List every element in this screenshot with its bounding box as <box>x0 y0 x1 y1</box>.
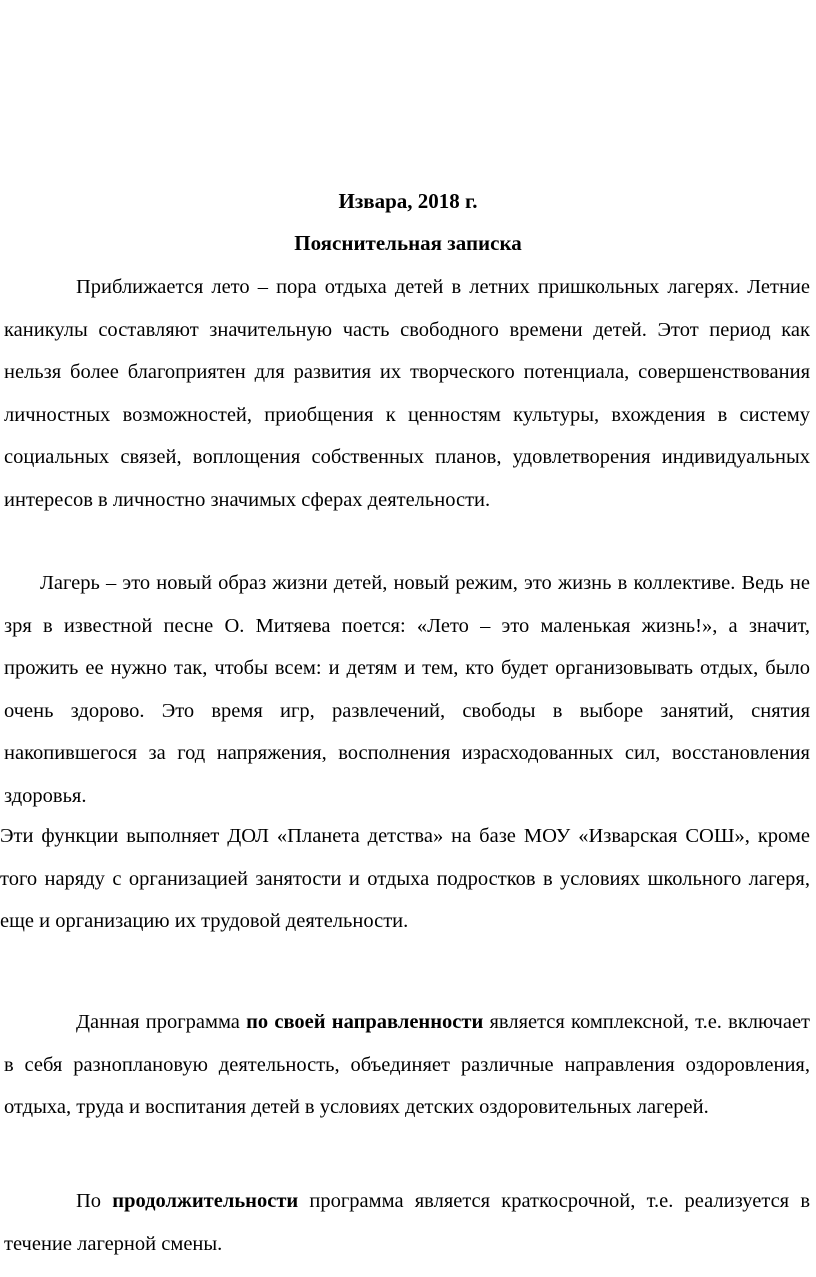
paragraph-program-direction <box>4 1001 810 1129</box>
paragraph-camp-functions: Эти функции выполняет ДОЛ «Планета детства» на базе МОУ «Изварская СОШ», кроме того наряду с организацией занятости и отдыха подростков в условиях школьного лагеря, еще и организацию их трудовой деятельности. <box>0 825 810 932</box>
direction-text-after: является комплексной, т.е. включает в себя разноплановую деятельность, объединяет различные направления оздоровления, отдыха, труда и воспитания детей в условиях детских оздоровительных лагерей. <box>4 1011 811 1118</box>
duration-text-after: программа является краткосрочной, т.е. реализуется в течение лагерной смены. <box>4 1190 810 1255</box>
duration-text-before: По <box>76 1190 113 1212</box>
paragraph-program-duration <box>4 1180 810 1265</box>
paragraph-summer-intro: Приближается лето – пора отдыха детей в летних пришкольных лагерях. Летние каникулы составляют значительную часть свободного времени детей. Этот период как нельзя более благоприятен для развития их творческого потенциала, совершенствования личностных возможностей, приобщения к ценностям культуры, вхождения в систему социальных связей, воплощения собственных планов, удовлетворения индивидуальных интересов в личностно значимых сферах деятельности. <box>4 276 810 511</box>
place-year-heading: Извара, 2018 г. <box>338 189 478 213</box>
document-title: Пояснительная записка <box>294 231 522 255</box>
direction-text-before: Данная программа <box>76 1011 247 1033</box>
paragraph-camp-life: Лагерь – это новый образ жизни детей, новый режим, это жизнь в коллективе. Ведь не зря в известной песне О. Митяева поется: «Лето – это маленькая жизнь!», а значит, прожить ее нужно так, чтобы всем: и детям и тем, кто будет организовывать отдых, было очень здорово. Это время игр, развлечений, свободы в выборе занятий, снятия накопившегося за год напряжения, восполнения израсходованных сил, восстановления здоровья. <box>4 572 810 807</box>
direction-bold-term: по своей направленности <box>246 1011 484 1033</box>
duration-bold-term: продолжительности <box>112 1190 299 1212</box>
